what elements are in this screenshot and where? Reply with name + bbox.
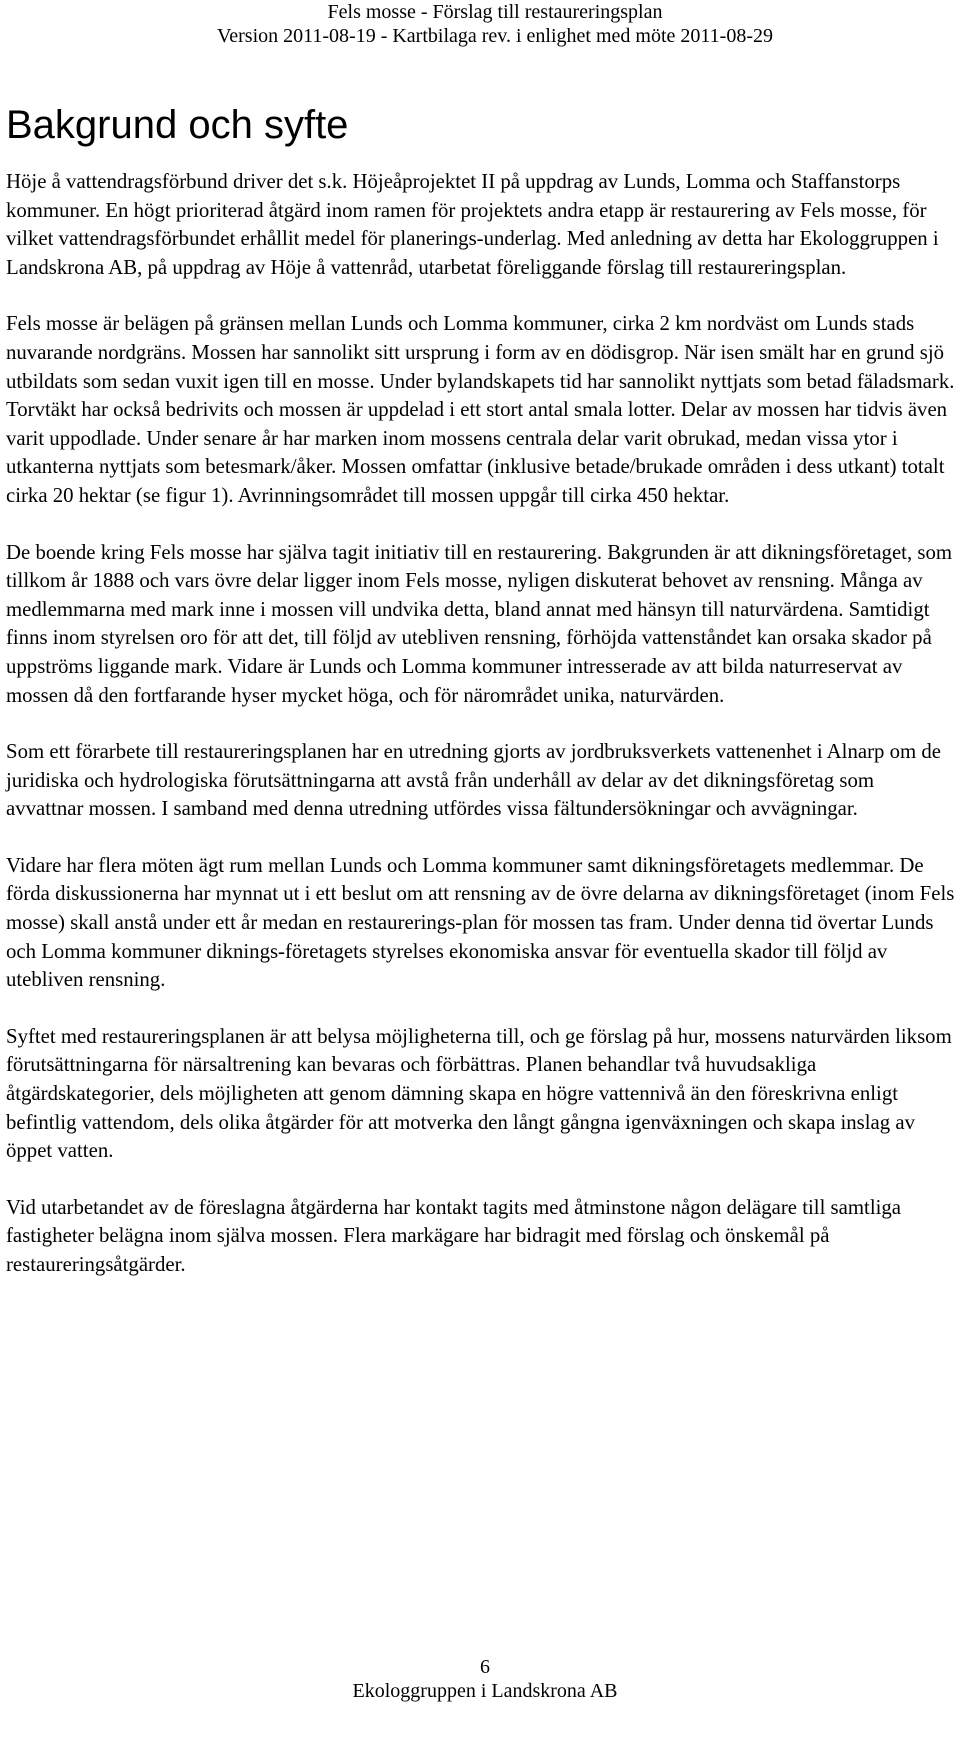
section-title: Bakgrund och syfte	[6, 103, 349, 147]
paragraph-7: Vid utarbetandet av de föreslagna åtgärderna har kontakt tagits med åtminstone någon delägare till samtliga fastigheter belägna inom själva mossen. Flera markägare har bidragit med förslag och önskemål på restaureringsåtgärder.	[6, 1195, 902, 1276]
paragraph-5: Vidare har flera möten ägt rum mellan Lunds och Lomma kommuner samt dikningsföretagets medlemmar. De förda diskussionerna har mynnat ut i ett beslut om att rensning av de övre delarna av dikningsföretaget (inom Fels mosse) skall anstå under ett år medan en restaurerings-plan för mossen tas fram. Under denna tid övertar Lunds och Lomma kommuner diknings-företagets styrelses ekonomiska ansvar för eventuella skador till följd av utebliven rensning.	[6, 853, 955, 992]
paragraph-3: De boende kring Fels mosse har själva tagit initiativ till en restaurering. Bakgrunden är att dikningsföretaget, som tillkom år 1888 och vars övre delar ligger inom Fels mosse, nyligen diskuterat behovet av rensning. Många av medlemmarna med mark inne i mossen vill undvika detta, bland annat med hänsyn till naturvärdena. Samtidigt finns inom styrelsen oro för att det, till följd av utebliven rensning, förhöjda vattenståndet kan orsaka skador på uppströms liggande mark. Vidare är Lunds och Lomma kommuner intresserade av att bilda naturreservat av mossen då den fortfarande hyser mycket höga, och för närområdet unika, naturvärden.	[6, 540, 953, 707]
document-version: Version 2011-08-19 - Kartbilaga rev. i enlighet med möte 2011-08-29	[217, 25, 773, 47]
paragraph-1: Höje å vattendragsförbund driver det s.k. Höjeåprojektet II på uppdrag av Lunds, Lomma och Staffanstorps kommuner. En högt prioriterad åtgärd inom ramen för projektets andra etapp är restaurering av Fels mosse, för vilket vattendragsförbundet erhållit medel för planerings-underlag. Med anledning av detta har Ekologgruppen i Landskrona AB, på uppdrag av Höje å vattenråd, utarbetat föreliggande förslag till restaureringsplan.	[6, 170, 939, 279]
page-header	[0, 0, 960, 48]
footer-company: Ekologgruppen i Landskrona AB	[352, 1680, 618, 1702]
paragraph-6: Syftet med restaureringsplanen är att belysa möjligheterna till, och ge förslag på hur, mossens naturvärden liksom förutsättningarna för närsaltrening kan bevaras och förbättras. Planen behandlar två huvudsakliga åtgärdskategorier, dels möjligheten att genom dämning skapa en högre vattennivå än den föreskrivna enligt befintlig vattendom, dels olika åtgärder för att motverka den långt gångna igenväxningen och skapa inslag av öppet vatten.	[6, 1024, 952, 1163]
page-number: 6	[480, 1656, 490, 1678]
paragraph-4: Som ett förarbete till restaureringsplanen har en utredning gjorts av jordbruksverkets vattenenhet i Alnarp om de juridiska och hydrologiska förutsättningarna att avstå från underhåll av delar av det dikningsföretag som avvattnar mossen. I samband med denna utredning utfördes vissa fältundersökningar och avvägningar.	[6, 740, 942, 821]
section-body	[6, 168, 956, 1308]
page-footer	[0, 1655, 960, 1703]
paragraph-2: Fels mosse är belägen på gränsen mellan Lunds och Lomma kommuner, cirka 2 km nordväst om Lunds stads nuvarande nordgräns. Mossen har sannolikt sitt ursprung i form av en dödisgrop. När isen smält har en grund sjö utbildats som sedan vuxit igen till en mosse. Under bylandskapets tid har sannolikt nyttjats som betad fäladsmark. Torvtäkt har också bedrivits och mossen är uppdelad i ett stort antal smala lotter. Delar av mossen har tidvis även varit uppodlade. Under senare år har marken inom mossens centrala delar varit obrukad, medan vissa ytor i utkanterna nyttjats som betesmark/åker. Mossen omfattar (inklusive betade/brukade områden i dess utkant) totalt cirka 20 hektar (se figur 1). Avrinningsområdet till mossen uppgår till cirka 450 hektar.	[6, 312, 955, 507]
document-title: Fels mosse - Förslag till restaureringsplan	[327, 1, 663, 23]
